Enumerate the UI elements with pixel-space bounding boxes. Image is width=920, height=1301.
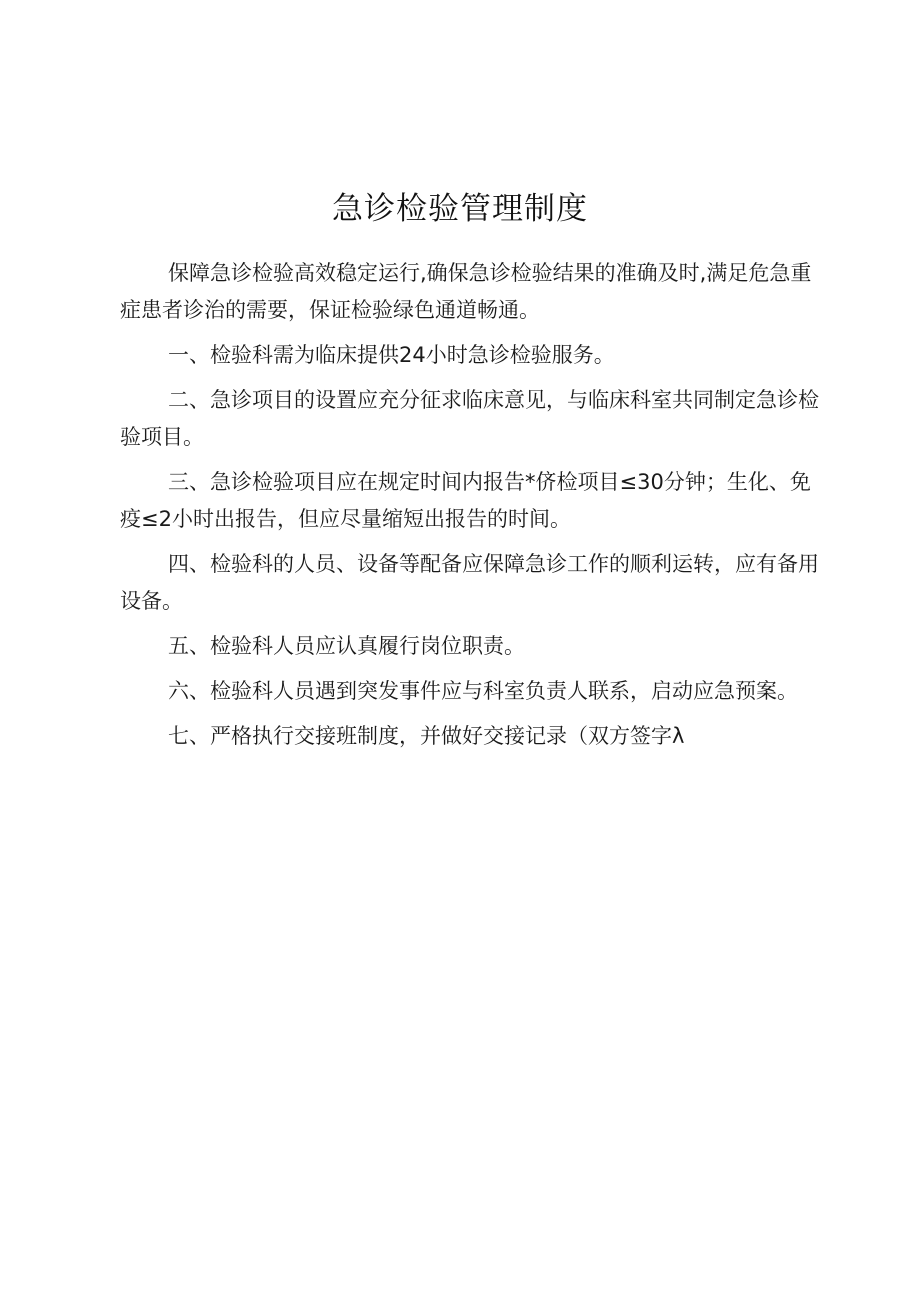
paragraph-item-4: 四、检验科的人员、设备等配备应保障急诊工作的顺利运转，应有备用设备。 (120, 552, 819, 613)
document-body (120, 255, 820, 755)
paragraph-item-7: 七、严格执行交接班制度，并做好交接记录（双方签字λ (168, 724, 685, 748)
paragraph-item-2: 二、急诊项目的设置应充分征求临床意见，与临床科室共同制定急诊检验项目。 (120, 388, 819, 449)
paragraph-item-1: 一、检验科需为临床提供24小时急诊检验服务。 (168, 343, 615, 367)
paragraph-item-3: 三、急诊检验项目应在规定时间内报告*侪检项目≤30分钟；生化、免疫≤2小时出报告，但应尽量缩短出报告的时间。 (120, 470, 811, 531)
paragraph-intro: 保障急诊检验高效稳定运行,确保急诊检验结果的准确及时,满足危急重症患者诊治的需要，保证检验绿色通道畅通。 (120, 261, 812, 322)
paragraph-item-6: 六、检验科人员遇到突发事件应与科室负责人联系，启动应急预案。 (168, 679, 798, 703)
paragraph-item-5: 五、检验科人员应认真履行岗位职责。 (168, 634, 525, 658)
document-title: 急诊检验管理制度 (332, 191, 588, 227)
